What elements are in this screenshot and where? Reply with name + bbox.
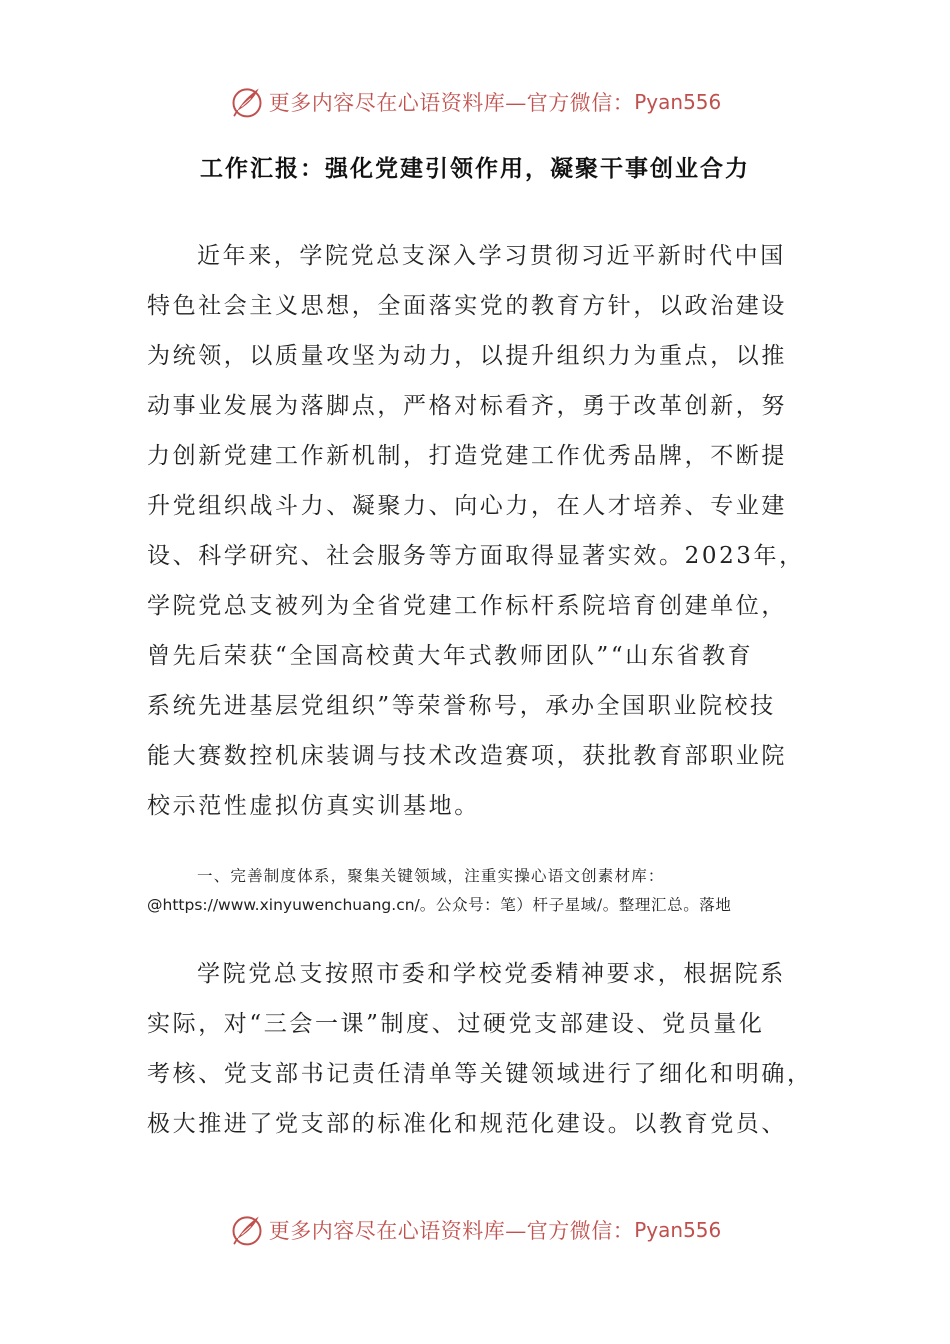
text-line: 极大推进了党支部的标准化和规范化建设。以教育党员、 bbox=[147, 1111, 787, 1137]
text-line: 特色社会主义思想，全面落实党的教育方针，以政治建设 bbox=[147, 293, 787, 319]
quill-pen-logo-icon bbox=[229, 84, 265, 120]
text-line: 升党组织战斗力、凝聚力、向心力，在人才培养、专业建 bbox=[147, 493, 787, 519]
document-title: 工作汇报：强化党建引领作用，凝聚干事创业合力 bbox=[200, 155, 750, 182]
paragraph-system bbox=[147, 949, 813, 1149]
text-line: 校示范性虚拟仿真实训基地。 bbox=[147, 793, 480, 819]
banner-text: 更多内容尽在心语资料库—官方微信： bbox=[268, 91, 635, 115]
footer-banner bbox=[0, 1210, 950, 1250]
banner-text: 更多内容尽在心语资料库—官方微信： bbox=[268, 1219, 635, 1243]
banner-wechat-id: Pyan556 bbox=[634, 1218, 722, 1242]
section-heading-line: 一、完善制度体系，聚集关键领域，注重实操心语文创素材库： bbox=[197, 867, 665, 885]
section-heading-rest: 。公众号：笔）杆子星域/。整理汇总。落地 bbox=[419, 896, 732, 914]
text-line: 能大赛数控机床装调与技术改造赛项，获批教育部职业院 bbox=[147, 743, 787, 769]
source-url: @https://www.xinyuwenchuang.cn/ bbox=[147, 896, 420, 914]
text-line: 为统领，以质量攻坚为动力，以提升组织力为重点，以推 bbox=[147, 343, 787, 369]
text-line: 近年来，学院党总支深入学习贯彻习近平新时代中国 bbox=[197, 243, 786, 269]
paragraph-intro bbox=[147, 231, 805, 831]
text-line: 系统先进基层党组织”等荣誉称号，承办全国职业院校技 bbox=[147, 693, 776, 719]
section-heading bbox=[147, 862, 807, 920]
text-line: 动事业发展为落脚点，严格对标看齐，勇于改革创新，努 bbox=[147, 393, 787, 419]
text-line: 曾先后荣获“全国高校黄大年式教师团队”“山东省教育 bbox=[147, 643, 754, 669]
banner-wechat-id: Pyan556 bbox=[634, 90, 722, 114]
text-line: 设、科学研究、社会服务等方面取得显著实效。2023年， bbox=[147, 543, 805, 569]
text-line: 考核、党支部书记责任清单等关键领域进行了细化和明确， bbox=[147, 1061, 813, 1087]
text-line: 学院党总支被列为全省党建工作标杆系院培育创建单位， bbox=[147, 593, 787, 619]
section-heading-line bbox=[147, 891, 807, 920]
header-banner bbox=[0, 82, 950, 122]
text-line: 实际，对“三会一课”制度、过硬党支部建设、党员量化 bbox=[147, 1011, 765, 1037]
text-line: 学院党总支按照市委和学校党委精神要求，根据院系 bbox=[197, 961, 786, 987]
quill-pen-logo-icon bbox=[229, 1212, 265, 1248]
text-line: 力创新党建工作新机制，打造党建工作优秀品牌，不断提 bbox=[147, 443, 787, 469]
